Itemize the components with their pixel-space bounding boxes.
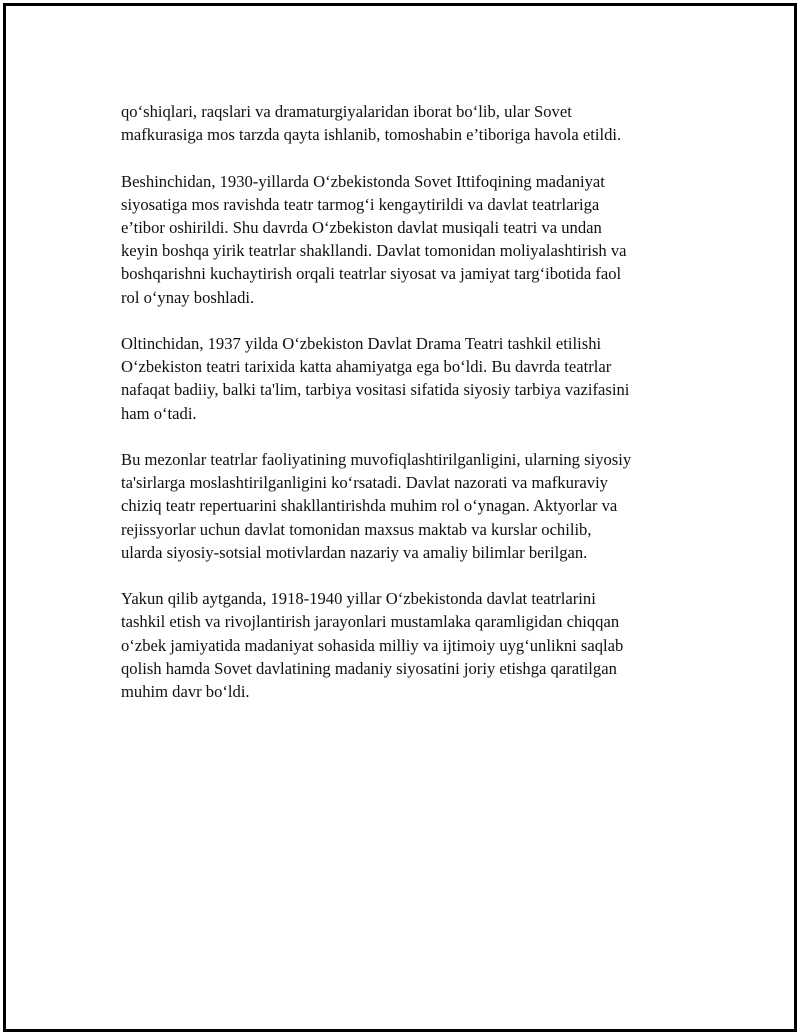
paragraph-3: Oltinchidan, 1937 yilda O‘zbekiston Davlat Drama Teatri tashkil etilishi O‘zbekiston teatri tarixida katta ahamiyatga ega bo‘ldi. Bu davrda teatrlar nafaqat badiiy, balki ta'lim, tarbiya vositasi sifatida siyosiy tarbiya vazifasini ham o‘tadi. [121, 334, 630, 423]
paragraph-4: Bu mezonlar teatrlar faoliyatining muvofiqlashtirilganligini, ularning siyosiy ta'sirlarga moslashtirilganligini ko‘rsatadi. Davlat nazorati va mafkuraviy chiziq teatr repertuarini shakllantirishda muhim rol o‘ynagan. Aktyorlar va rejissyorlar uchun davlat tomonidan maxsus maktab va kurslar ochilib, ularda siyosiy-sotsial motivlardan nazariy va amaliy bilimlar berilgan. [121, 450, 632, 562]
document-page [3, 3, 797, 1032]
paragraph-1: qo‘shiqlari, raqslari va dramaturgiyalaridan iborat bo‘lib, ular Sovet mafkurasiga mos tarzda qayta ishlanib, tomoshabin e’tiboriga havola etildi. [121, 102, 622, 145]
paragraph-2: Beshinchidan, 1930-yillarda O‘zbekistonda Sovet Ittifoqining madaniyat siyosatiga mos ravishda teatr tarmog‘i kengaytirildi va davlat teatrlariga e’tibor oshirildi. Shu davrda O‘zbekiston davlat musiqali teatri va undan keyin boshqa yirik teatrlar shakllandi. Davlat tomonidan moliyalashtirish va boshqarishni kuchaytirish orqali teatrlar siyosat va jamiyat targ‘ibotida faol rol o‘ynay boshladi. [121, 171, 627, 307]
paragraph-5: Yakun qilib aytganda, 1918-1940 yillar O‘zbekistonda davlat teatrlarini tashkil etish va rivojlantirish jarayonlari mustamlaka qaramligidan chiqqan o‘zbek jamiyatida madaniyat sohasida milliy va ijtimoiy uyg‘unlikni saqlab qolish hamda Sovet davlatining madaniy siyosatini joriy etishga qaratilgan muhim davr bo‘ldi. [121, 589, 624, 702]
document-body [121, 100, 701, 726]
